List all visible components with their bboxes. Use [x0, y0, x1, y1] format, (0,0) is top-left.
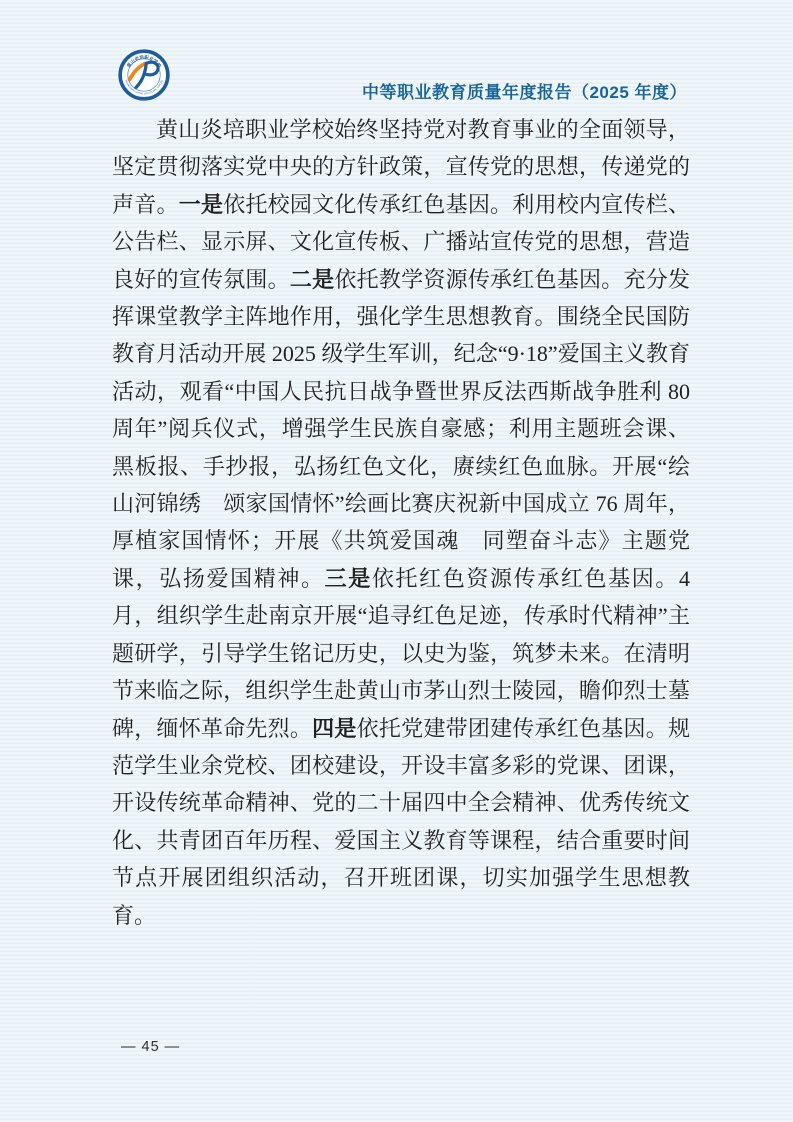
body-text-segment-bold: 四是: [312, 715, 357, 741]
body-text-segment: 黄山炎培职业学校始终坚持党对教育事业的全面领导，坚定贯彻落实党中央的方针政策，宣传党的思想，传递党的声音。: [112, 117, 690, 217]
report-header-title: 中等职业教育质量年度报告（2025 年度）: [361, 83, 687, 102]
school-logo-icon: [117, 48, 171, 102]
body-text-segment: 依托党建带团建传承红色基因。规范学生业余党校、团校建设，开设丰富多彩的党课、团课，开设传统革命精神、党的二十届四中全会精神、优秀传统文化、共青团百年历程、爱国主义教育等课程，结合重要时间节点开展团组织活动，召开班团课，切实加强学生思想教育。: [112, 715, 690, 928]
body-text-segment: 依托红色资源传承红色基因。4 月，组织学生赴南京开展“追寻红色足迹，传承时代精神”主题研学，引导学生铭记历史，以史为鉴，筑梦未来。在清明节来临之际，组织学生赴黄山市茅山烈士陵园，瞻仰烈士墓碑，缅怀革命先烈。: [112, 565, 690, 741]
body-text-segment-bold: 一是: [178, 191, 224, 217]
page-number: — 45 —: [121, 1039, 181, 1055]
page-body: [112, 111, 690, 934]
body-text-segment: 依托校园文化传承红色基因。利用校内宣传栏、公告栏、显示屏、文化宣传板、广播站宣传党的思想，营造良好的宣传氛围。: [112, 191, 690, 292]
body-text-segment-bold: 三是: [324, 565, 372, 591]
body-text-segment-bold: 二是: [289, 266, 335, 292]
logo-school-name-en: HUANGSHAN YANPEI VOCATIONAL SCHOOL: [124, 79, 164, 96]
body-text-segment: 依托教学资源传承红色基因。充分发挥课堂教学主阵地作用，强化学生思想教育。围绕全民国防教育月活动开展 2025 级学生军训，纪念“9·18”爱国主义教育活动，观看“中国人民抗日战争暨世界反法西斯战争胜利 80 周年”阅兵仪式，增强学生民族自豪感；利用主题班会课、黑板报、手抄报，弘扬红色文化，赓续红色血脉。开展“绘山河锦绣 颂家国情怀”绘画比赛庆祝新中国成立 76 周年，厚植家国情怀；开展《共筑爱国魂 同塑奋斗志》主题党课，弘扬爱国精神。: [112, 266, 690, 591]
logo-school-name-cn: 黄山炎培职业学校: [125, 54, 163, 69]
school-logo: [117, 48, 171, 102]
body-paragraph: [112, 111, 690, 934]
